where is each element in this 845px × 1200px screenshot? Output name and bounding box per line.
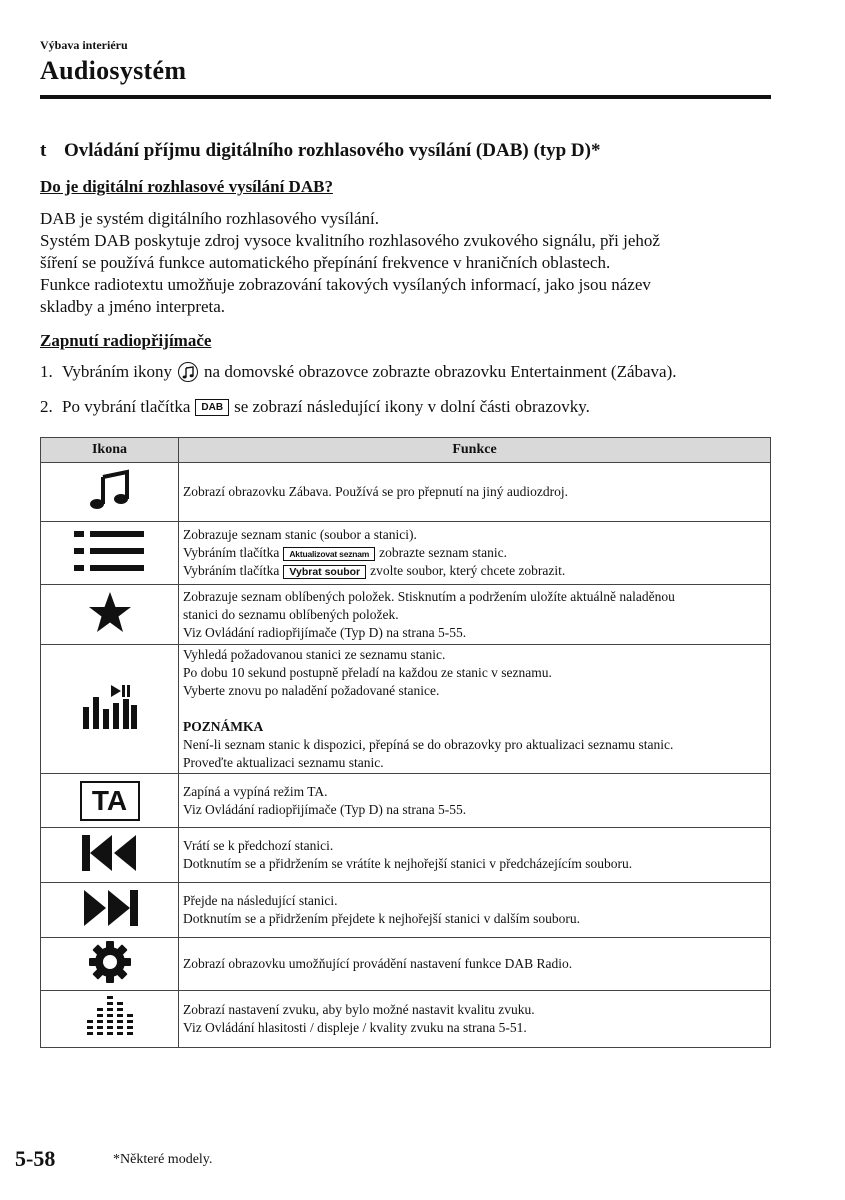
page-number: 5-58 [15,1146,56,1171]
note-line: Proveďte aktualizaci seznamu stanic. [183,755,384,770]
page-title: Audiosystém [40,56,187,85]
next-icon [41,883,179,938]
table-row [41,522,771,585]
star-icon [41,585,179,645]
section-label: Výbava interiéru [40,38,128,52]
function-cell [179,774,771,828]
icon-function-table [40,437,771,1048]
scan-icon [41,645,179,774]
previous-icon [41,828,179,883]
table-row [41,991,771,1048]
step-number: 1. [40,362,53,381]
description-line: skladby a jméno interpreta. [40,297,226,316]
step-text: Vybráním ikony [62,362,173,381]
table-row [41,463,771,522]
function-line: Dotknutím se a přidržením přejdete k nejhořejší stanici v dalším souboru. [183,911,581,926]
function-cell [179,585,771,645]
table-row [41,645,771,774]
function-cell [179,522,771,585]
what-is-dab-heading: Do je digitální rozhlasové vysílání DAB? [40,177,333,196]
function-cell [179,828,771,883]
function-line: Dotknutím se a přidržením se vrátíte k nejhořejší stanici v předcházejícím souboru. [183,856,633,871]
step-text: na domovské obrazovce zobrazte obrazovku Entertainment (Zábava). [204,362,677,381]
dab-description [40,208,780,318]
heading-rule [40,95,771,99]
turn-on-heading: Zapnutí radiopřijímače [40,331,212,350]
music-note-icon [178,362,198,382]
step-text: Po vybrání tlačítka [62,397,191,416]
note-line: Není-li seznam stanic k dispozici, přepíná se do obrazovky pro aktualizaci seznamu stanic. [183,737,674,752]
section-title: Ovládání příjmu digitálního rozhlasového vysílání (DAB) (typ D)* [64,140,601,161]
footnote: *Některé modely. [113,1152,213,1167]
step-text: se zobrazí následující ikony v dolní části obrazovky. [234,397,590,416]
table-header-row [41,438,771,463]
ta-icon [41,774,179,828]
function-line: Vyberte znovu po naladění požadované stanice. [183,683,440,698]
select-ensemble-button: Vybrat soubor [283,565,366,579]
function-line: Vybráním tlačítka Aktualizovat seznam zobrazte seznam stanic. [183,545,507,560]
function-line: Vybráním tlačítka Vybrat soubor zvolte soubor, který chcete zobrazit. [183,563,566,578]
table-row [41,828,771,883]
function-cell [179,645,771,774]
step-number: 2. [40,397,53,416]
function-line: Zobrazí obrazovku umožňující provádění nastavení funkce DAB Radio. [183,956,573,971]
function-cell [179,883,771,938]
description-line: Funkce radiotextu umožňuje zobrazování takových vysílaných informací, jako jsou název [40,275,651,294]
step-1 [40,362,677,382]
section-heading [40,140,600,162]
description-line: DAB je systém digitálního rozhlasového vysílání. [40,209,380,228]
function-line: Zobrazí obrazovku Zábava. Používá se pro přepnutí na jiný audiozdroj. [183,484,569,499]
step-2 [40,397,590,417]
list-icon [41,522,179,585]
function-line: Přejde na následující stanici. [183,893,338,908]
note-title: POZNÁMKA [183,719,264,734]
dab-button: DAB [195,399,229,416]
function-column-header: Funkce [179,438,771,463]
table-row [41,774,771,828]
music-note-icon [41,463,179,522]
function-line: stanici do seznamu oblíbených položek. [183,606,399,622]
function-cell [179,938,771,991]
function-line: Zobrazuje seznam stanic (soubor a stanici). [183,527,417,542]
update-list-button: Aktualizovat seznam [283,547,375,561]
description-line: Systém DAB poskytuje zdroj vysoce kvalitního rozhlasového zvukového signálu, při jehož [40,231,660,250]
ta-label: TA [80,781,140,821]
function-line: Vrátí se k předchozí stanici. [183,838,334,853]
function-line: Viz Ovládání radiopřijímače (Typ D) na strana 5-55. [183,801,467,817]
icon-column-header: Ikona [41,438,179,463]
function-line: Vyhledá požadovanou stanici ze seznamu stanic. [183,647,446,662]
function-line: Zapíná a vypíná režim TA. [183,783,328,799]
function-cell [179,463,771,522]
table-row [41,585,771,645]
function-cell [179,991,771,1048]
function-line: Viz Ovládání radiopřijímače (Typ D) na strana 5-55. [183,624,467,640]
description-line: šíření se používá funkce automatického přepínání frekvence v hraničních oblastech. [40,253,611,272]
function-line: Zobrazuje seznam oblíbených položek. Stisknutím a podržením uložíte aktuálně naladěnou [183,588,675,604]
table-row [41,938,771,991]
table-row [41,883,771,938]
function-line: Zobrazí nastavení zvuku, aby bylo možné nastavit kvalitu zvuku. [183,1002,535,1017]
equalizer-icon [41,991,179,1048]
function-line: Viz Ovládání hlasitosti / displeje / kvality zvuku na strana 5-51. [183,1020,527,1035]
function-line: Po dobu 10 sekund postupně přeladí na každou ze stanic v seznamu. [183,665,552,680]
gear-icon [41,938,179,991]
section-bullet: t [40,140,47,161]
